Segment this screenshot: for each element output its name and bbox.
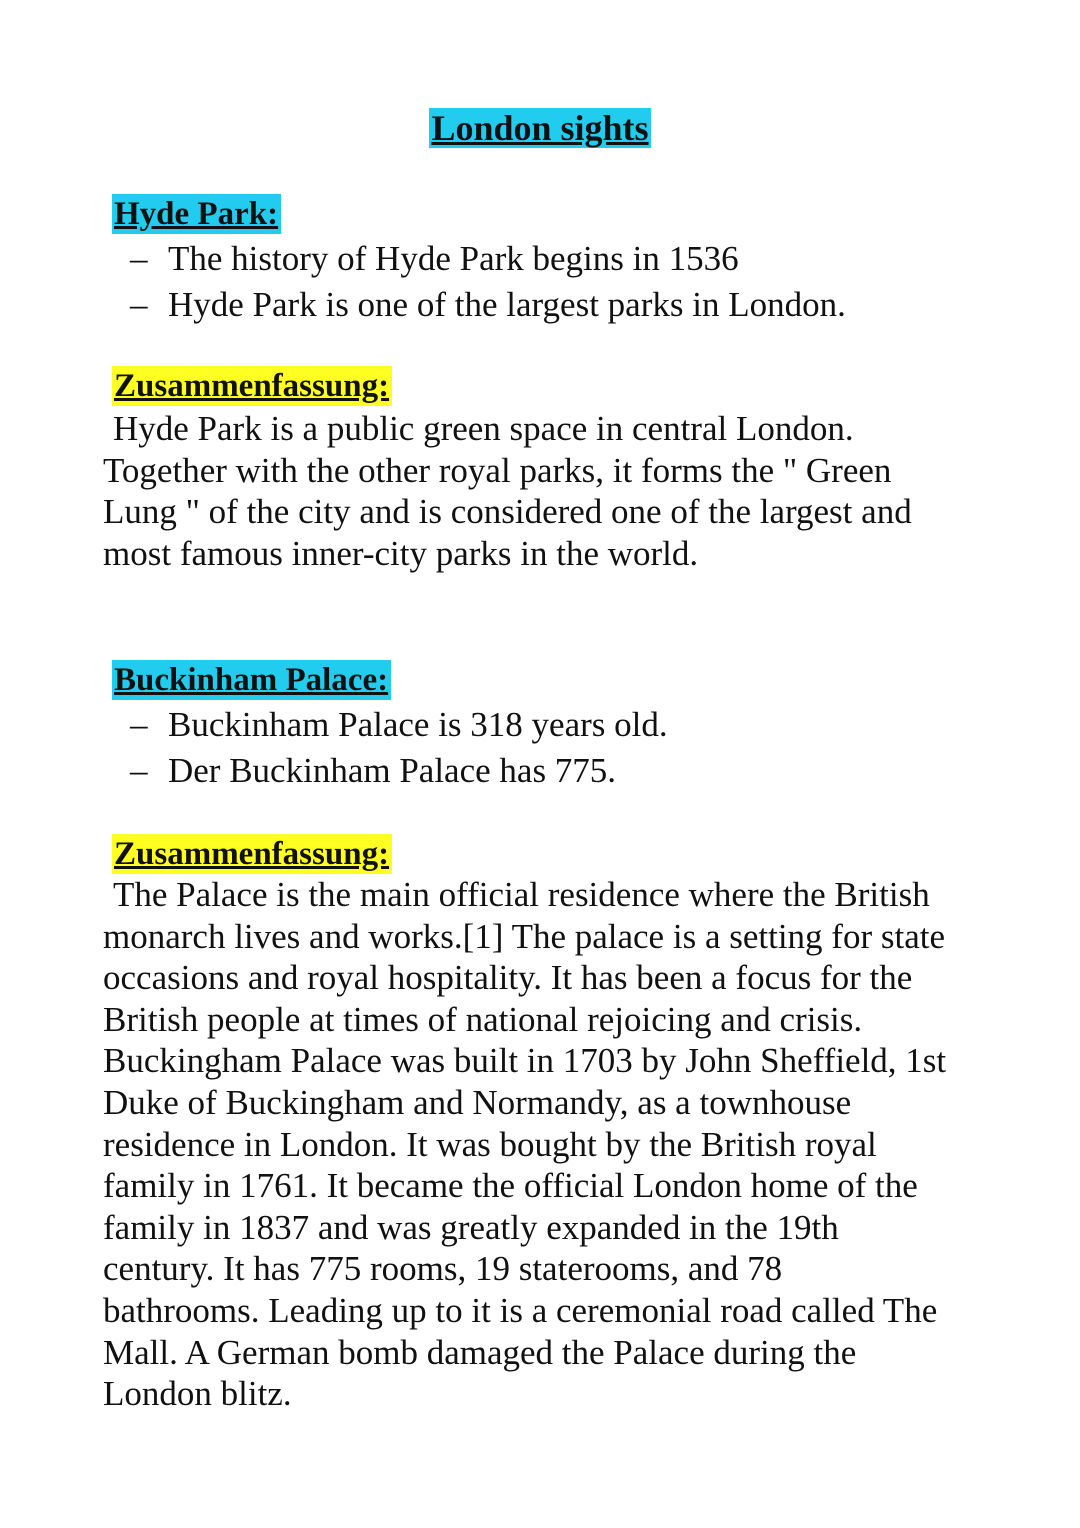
summary-line: London blitz. <box>103 1374 292 1414</box>
summary-line: Lung " of the city and is considered one of the largest and <box>103 492 912 532</box>
hyde-park-summary-heading: Zusammenfassung: <box>112 366 392 406</box>
summary-line: Buckingham Palace was built in 1703 by John Sheffield, 1st <box>103 1041 947 1081</box>
summary-line: residence in London. It was bought by the British royal <box>103 1124 877 1164</box>
dash-bullet-icon: – <box>130 285 148 324</box>
buckinham-palace-bullets <box>130 702 668 794</box>
summary-line: most famous inner-city parks in the world. <box>103 533 699 573</box>
list-item: – Hyde Park is one of the largest parks in London. <box>130 282 846 328</box>
buckinham-palace-summary-heading: Zusammenfassung: <box>112 834 392 874</box>
page-title-text: London sights <box>431 108 649 148</box>
buckinham-palace-summary <box>103 874 993 1415</box>
summary-line: The Palace is the main official residence where the British <box>113 875 930 914</box>
list-item: – Der Buckinham Palace has 775. <box>130 748 668 794</box>
summary-line: bathrooms. Leading up to it is a ceremonial road called The <box>103 1290 938 1330</box>
hyde-park-bullets <box>130 236 846 328</box>
summary-line: occasions and royal hospitality. It has been a focus for the <box>103 958 913 998</box>
buckinham-palace-heading: Buckinham Palace: <box>112 660 391 700</box>
summary-line: Together with the other royal parks, it forms the " Green <box>103 450 892 490</box>
summary-line: Duke of Buckingham and Normandy, as a townhouse <box>103 1082 852 1122</box>
dash-bullet-icon: – <box>130 239 148 278</box>
hyde-park-summary <box>103 408 993 574</box>
page-title <box>0 104 1080 152</box>
list-item: – Buckinham Palace is 318 years old. <box>130 702 668 748</box>
summary-line: century. It has 775 rooms, 19 staterooms, and 78 <box>103 1249 783 1289</box>
list-item: – The history of Hyde Park begins in 1536 <box>130 236 846 282</box>
dash-bullet-icon: – <box>130 705 148 744</box>
summary-line: family in 1837 and was greatly expanded in the 19th <box>103 1207 839 1247</box>
summary-line: British people at times of national rejoicing and crisis. <box>103 999 863 1039</box>
dash-bullet-icon: – <box>130 751 148 790</box>
summary-line: family in 1761. It became the official London home of the <box>103 1166 918 1206</box>
summary-line: Hyde Park is a public green space in central London. <box>113 409 854 448</box>
summary-line: Mall. A German bomb damaged the Palace during the <box>103 1332 857 1372</box>
hyde-park-heading: Hyde Park: <box>112 194 281 234</box>
summary-line: monarch lives and works.[1] The palace is a setting for state <box>103 916 945 956</box>
